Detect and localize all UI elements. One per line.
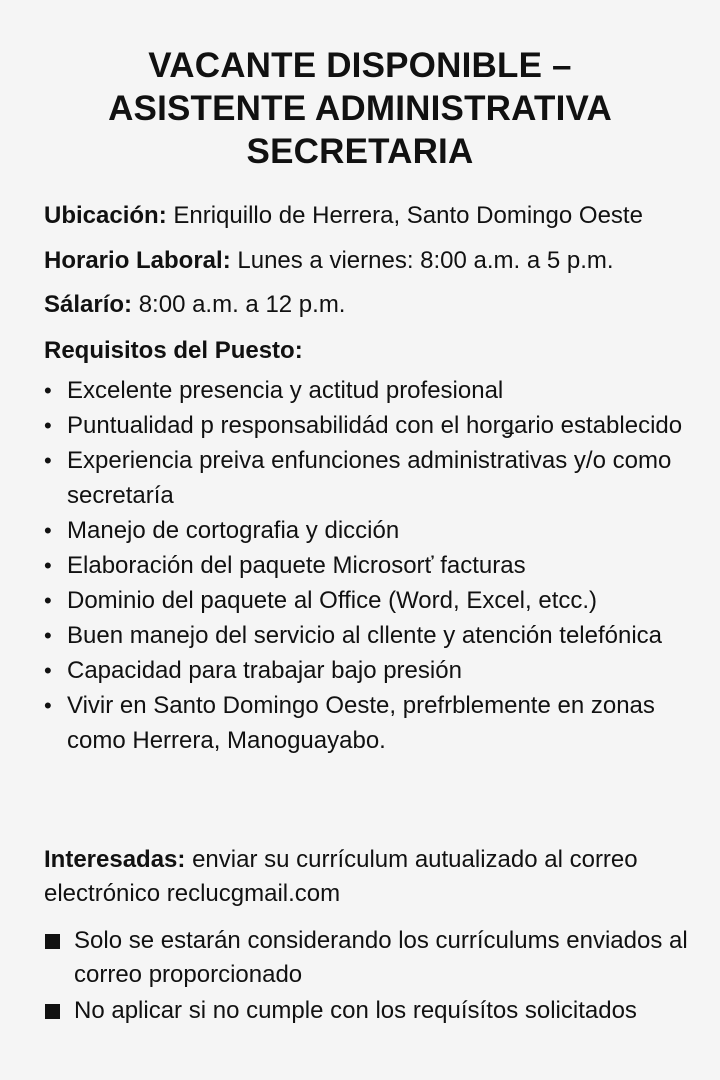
square-bullet-icon	[45, 1004, 60, 1019]
interest-label: Interesadas:	[44, 846, 186, 873]
square-bullet-icon	[45, 934, 60, 949]
requirement-item	[44, 443, 704, 513]
requirement-text: Capacidad para trabajar bajo presión	[67, 657, 462, 684]
bullet-icon: •	[44, 588, 52, 613]
location-row	[44, 201, 704, 231]
schedule-value: Lunes a viernes: 8:00 a.m. a 5 p.m.	[230, 247, 614, 274]
requirement-text: Vivir en Santo Domingo Oeste, prefrblemente en zonas como Herrera, Manoguayabo.	[67, 692, 655, 754]
requirement-text: Excelente presencia y actitud profesional	[67, 377, 504, 404]
note-item	[44, 994, 704, 1028]
requirement-item	[44, 408, 704, 443]
requirements-list	[44, 373, 704, 758]
requirement-text: Dominio del paquete al Office (Word, Excel, etcc.)	[67, 587, 598, 614]
requirement-item	[44, 688, 704, 758]
note-text: No aplicar si no cumple con los requísítos solicitados	[74, 997, 637, 1024]
title-line-2: ASISTENTE ADMINISTRATIVA	[108, 89, 612, 128]
salary-label: Sálarío:	[44, 291, 133, 318]
location-value: Enriquillo de Herrera, Santo Domingo Oeste	[166, 202, 643, 229]
requirement-text: Experiencia preiva enfunciones administrativas y/o como secretaría	[67, 447, 672, 509]
requirement-item	[44, 513, 704, 548]
title-line-3: SECRETARIA	[246, 132, 474, 171]
bullet-icon: •	[44, 518, 52, 543]
salary-row	[44, 290, 704, 320]
requirement-text: Manejo de cortografia y dicción	[67, 517, 400, 544]
schedule-label: Horario Laboral:	[44, 247, 231, 274]
title-line-1: VACANTE DISPONIBLE –	[148, 46, 572, 85]
bullet-icon: •	[44, 413, 52, 438]
bullet-icon: •	[44, 553, 52, 578]
requirement-item	[44, 373, 704, 408]
requirement-item	[44, 618, 704, 653]
location-label: Ubicación:	[44, 202, 167, 229]
requirement-item	[44, 653, 704, 688]
bullet-icon: •	[44, 693, 52, 718]
bullet-icon: •	[44, 658, 52, 683]
application-instructions	[44, 843, 704, 911]
note-text: Solo se estarán considerando los currículums enviados al correo proporcionado	[74, 927, 688, 988]
requirement-item	[44, 583, 704, 618]
requirement-text: Puntualidad p responsabilidád con el horǥario establecido	[67, 412, 683, 439]
schedule-row	[44, 246, 704, 276]
requirement-text: Buen manejo del servicio al cllente y atención telefónica	[67, 622, 663, 649]
bullet-icon: •	[44, 448, 52, 473]
requirement-item	[44, 548, 704, 583]
page-title	[30, 44, 690, 173]
interest-text: enviar su currículum autualizado al correo electrónico reclucgmail.com	[44, 846, 638, 907]
requirement-text: Elaboración del paquete Microsorť facturas	[67, 552, 526, 579]
salary-value: 8:00 a.m. a 12 p.m.	[132, 291, 346, 318]
notes-list	[44, 924, 704, 1030]
bullet-icon: •	[44, 378, 52, 403]
note-item	[44, 924, 704, 992]
requirements-heading: Requisitos del Puesto:	[44, 337, 303, 364]
bullet-icon: •	[44, 623, 52, 648]
